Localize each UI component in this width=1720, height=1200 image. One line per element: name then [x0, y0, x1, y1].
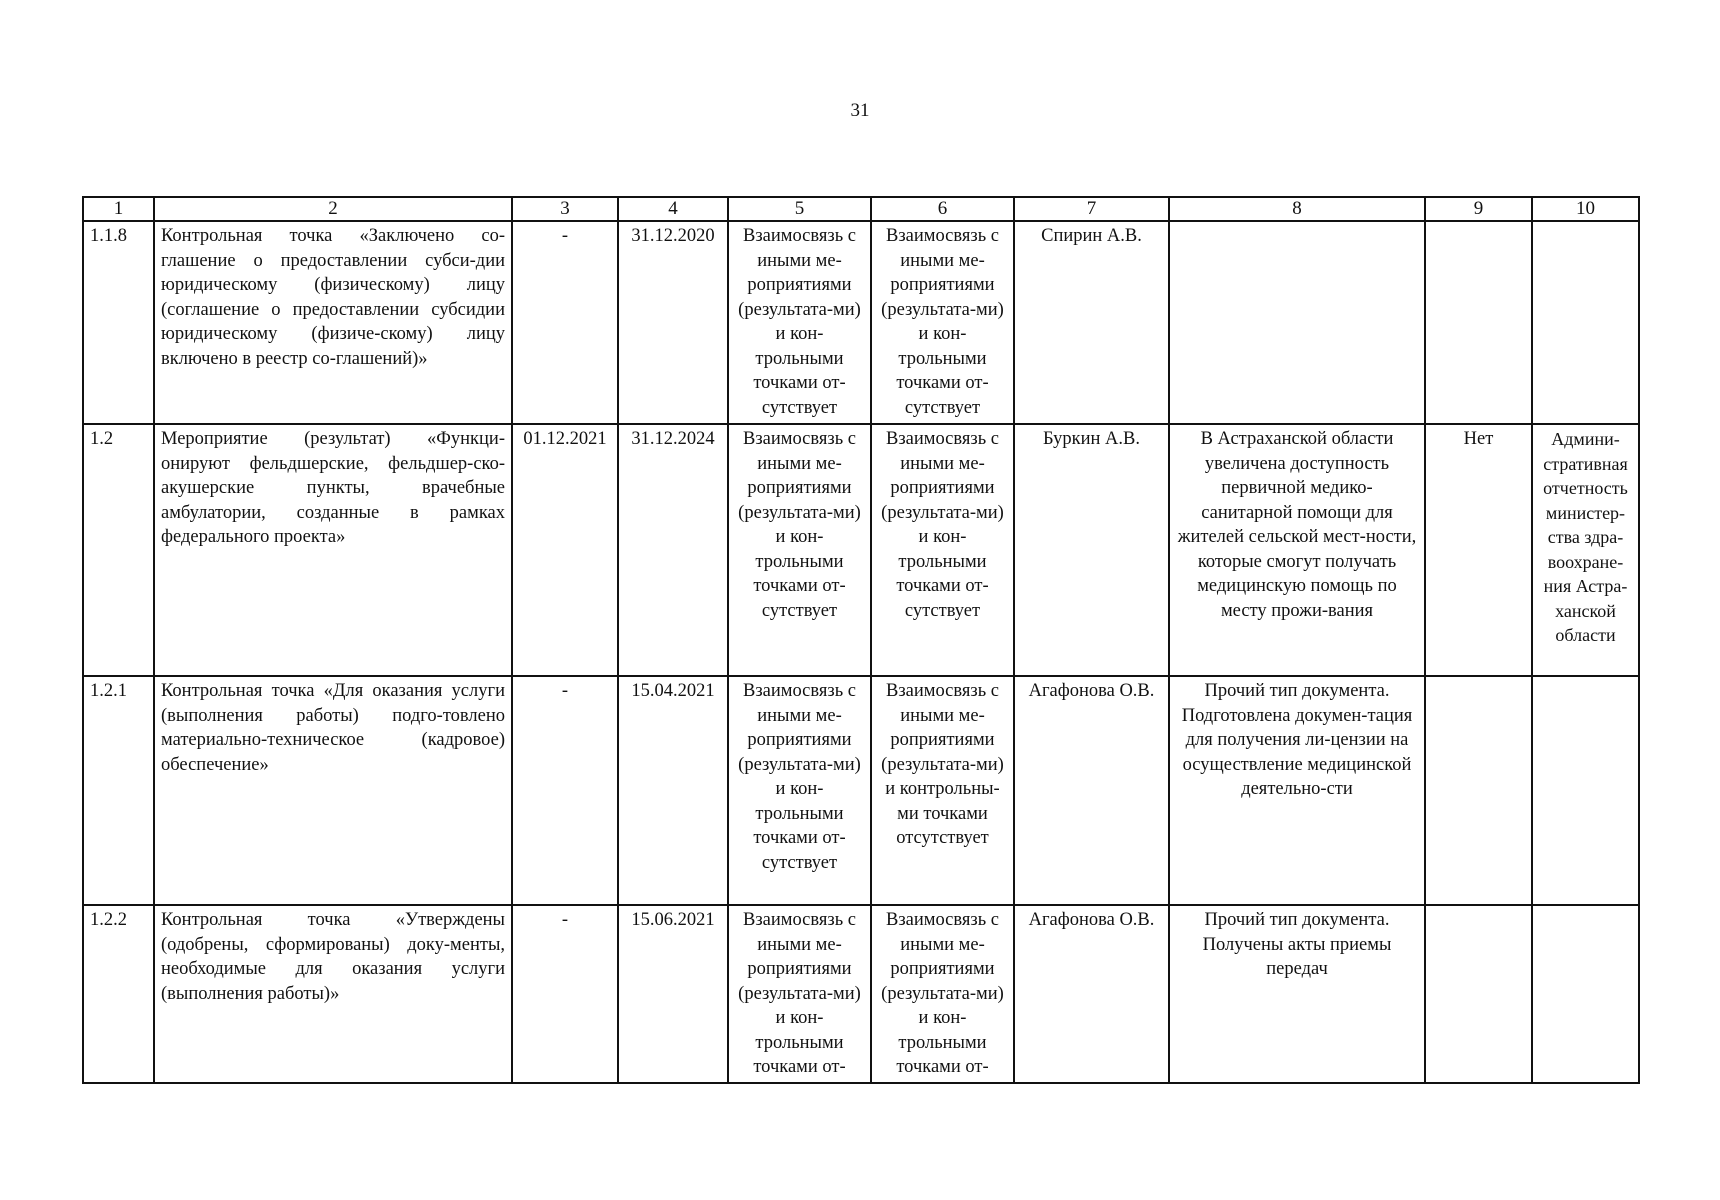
row-col9	[1425, 905, 1532, 1083]
table-row	[83, 221, 1639, 424]
row-result: Прочий тип документа. Получены акты приемы передач	[1169, 905, 1425, 1083]
row-relation-col6: Взаимосвязь с иными ме-роприятиями (результата-ми) и кон-трольными точками от-сутствует	[871, 221, 1014, 424]
row-col10	[1532, 221, 1639, 424]
header-cell-8: 8	[1169, 197, 1425, 221]
row-col9	[1425, 221, 1532, 424]
header-cell-9: 9	[1425, 197, 1532, 221]
header-row	[83, 197, 1639, 221]
row-responsible: Буркин А.В.	[1014, 424, 1169, 676]
events-table	[82, 196, 1640, 1084]
row-relation-col5: Взаимосвязь с иными ме-роприятиями (результата-ми) и кон-трольными точками от-сутствует	[728, 676, 871, 905]
row-start-date: -	[512, 676, 618, 905]
row-relation-col6: Взаимосвязь с иными ме-роприятиями (результата-ми) и контрольны-ми точками отсутствует	[871, 676, 1014, 905]
row-end-date: 15.06.2021	[618, 905, 728, 1083]
row-relation-col5: Взаимосвязь с иными ме-роприятиями (результата-ми) и кон-трольными точками от-сутствует	[728, 221, 871, 424]
row-relation-col5: Взаимосвязь с иными ме-роприятиями (результата-ми) и кон-трольными точками от-	[728, 905, 871, 1083]
row-col9: Нет	[1425, 424, 1532, 676]
row-end-date: 31.12.2020	[618, 221, 728, 424]
row-responsible: Агафонова О.В.	[1014, 676, 1169, 905]
row-start-date: 01.12.2021	[512, 424, 618, 676]
row-col10	[1532, 676, 1639, 905]
row-result: В Астраханской области увеличена доступность первичной медико-санитарной помощи для жителей сельской мест-ности, которые смогут получать медицинскую помощь по месту прожи-вания	[1169, 424, 1425, 676]
row-start-date: -	[512, 905, 618, 1083]
row-number: 1.2.1	[83, 676, 154, 905]
header-cell-6: 6	[871, 197, 1014, 221]
header-cell-4: 4	[618, 197, 728, 221]
header-cell-10: 10	[1532, 197, 1639, 221]
row-relation-col6: Взаимосвязь с иными ме-роприятиями (результата-ми) и кон-трольными точками от-	[871, 905, 1014, 1083]
row-end-date: 15.04.2021	[618, 676, 728, 905]
row-responsible: Спирин А.В.	[1014, 221, 1169, 424]
row-description: Контрольная точка «Утверждены (одобрены, сформированы) доку-менты, необходимые для оказания услуги (выполнения работы)»	[154, 905, 512, 1083]
row-number: 1.1.8	[83, 221, 154, 424]
row-result	[1169, 221, 1425, 424]
row-col10	[1532, 905, 1639, 1083]
table-row	[83, 905, 1639, 1083]
row-number: 1.2.2	[83, 905, 154, 1083]
row-end-date: 31.12.2024	[618, 424, 728, 676]
table-row	[83, 676, 1639, 905]
row-responsible: Агафонова О.В.	[1014, 905, 1169, 1083]
row-col9	[1425, 676, 1532, 905]
row-relation-col6: Взаимосвязь с иными ме-роприятиями (результата-ми) и кон-трольными точками от-сутствует	[871, 424, 1014, 676]
row-description: Контрольная точка «Заключено со-глашение о предоставлении субси-дии юридическому (физическому) лицу (соглашение о предоставлении субсидии юридическому (физиче-скому) лицу включено в реестр со-глашений)»	[154, 221, 512, 424]
table-row	[83, 424, 1639, 676]
row-number: 1.2	[83, 424, 154, 676]
row-start-date: -	[512, 221, 618, 424]
header-cell-2: 2	[154, 197, 512, 221]
page-number: 31	[850, 100, 870, 121]
header-cell-7: 7	[1014, 197, 1169, 221]
header-cell-1: 1	[83, 197, 154, 221]
row-relation-col5: Взаимосвязь с иными ме-роприятиями (результата-ми) и кон-трольными точками от-сутствует	[728, 424, 871, 676]
row-col10: Админи-стративная отчетность министер-ства здра-воохране-ния Астра-ханской области	[1532, 424, 1639, 676]
row-description: Мероприятие (результат) «Функци-онируют фельдшерские, фельдшер-ско-акушерские пункты, врачебные амбулатории, созданные в рамках федерального проекта»	[154, 424, 512, 676]
header-cell-3: 3	[512, 197, 618, 221]
row-description: Контрольная точка «Для оказания услуги (выполнения работы) подго-товлено материально-техническое (кадровое) обеспечение»	[154, 676, 512, 905]
row-result: Прочий тип документа. Подготовлена докумен-тация для получения ли-цензии на осуществление медицинской деятельно-сти	[1169, 676, 1425, 905]
header-cell-5: 5	[728, 197, 871, 221]
